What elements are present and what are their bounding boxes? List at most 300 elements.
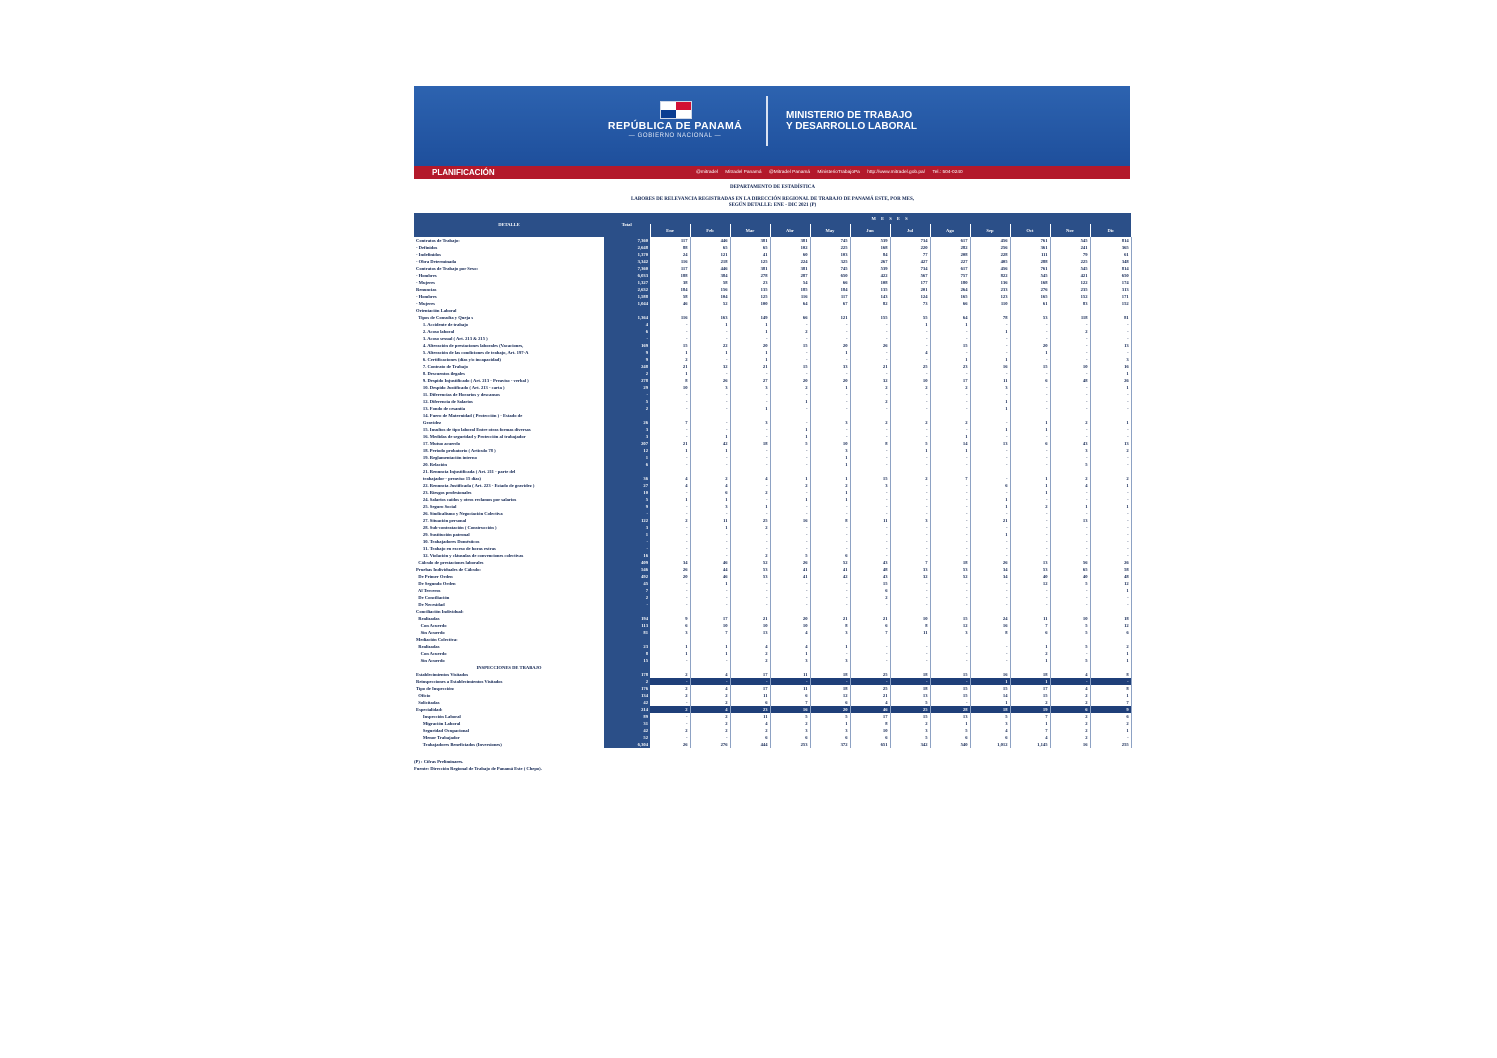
row-label: Sin Acuerdo bbox=[416, 657, 445, 663]
table-row bbox=[414, 566, 1131, 573]
month-value: 1 bbox=[650, 447, 690, 454]
month-value: - bbox=[1010, 384, 1050, 391]
month-value: - bbox=[970, 643, 1010, 650]
month-value: - bbox=[690, 335, 730, 342]
month-value: - bbox=[810, 356, 850, 363]
preliminary-note: (P) : Cifras Preliminares. bbox=[414, 758, 464, 764]
month-value: - bbox=[970, 657, 1010, 664]
month-value: 15 bbox=[770, 342, 810, 349]
table-row bbox=[414, 657, 1131, 664]
month-value: - bbox=[690, 601, 730, 608]
month-value: 1 bbox=[1090, 587, 1131, 594]
row-label: INSPECCIONES DE TRABAJO bbox=[476, 664, 542, 670]
month-value: 241 bbox=[1050, 244, 1090, 251]
month-value: - bbox=[1050, 398, 1090, 405]
month-value: 21 bbox=[850, 615, 890, 622]
month-value: - bbox=[650, 552, 690, 559]
month-value: - bbox=[1050, 594, 1090, 601]
month-value: 276 bbox=[1010, 286, 1050, 293]
month-value: 267 bbox=[850, 258, 890, 265]
row-total: 45 bbox=[604, 580, 650, 587]
row-label: Trabajadores Beneficiados (Inversiones) bbox=[416, 741, 502, 747]
month-value: 1 bbox=[930, 433, 970, 440]
row-total: 26 bbox=[604, 419, 650, 426]
month-value: 2 bbox=[770, 328, 810, 335]
month-value: 8 bbox=[970, 629, 1010, 636]
month-value: - bbox=[650, 398, 690, 405]
row-total: 207 bbox=[604, 440, 650, 447]
table-row bbox=[414, 650, 1131, 657]
month-value: 6 bbox=[1050, 706, 1090, 713]
month-value: 2 bbox=[650, 706, 690, 713]
month-value bbox=[930, 412, 970, 419]
month-value: 168 bbox=[1010, 279, 1050, 286]
month-value bbox=[850, 412, 890, 419]
month-value: 64 bbox=[930, 314, 970, 321]
month-value: 1 bbox=[1090, 727, 1131, 734]
table-row bbox=[414, 713, 1131, 720]
month-value: 6 bbox=[1090, 713, 1131, 720]
month-value: 110 bbox=[970, 300, 1010, 307]
table-row bbox=[414, 538, 1131, 545]
month-value bbox=[1010, 307, 1050, 314]
month-header: Oct bbox=[1010, 224, 1050, 237]
month-value: 171 bbox=[1090, 293, 1131, 300]
month-value: - bbox=[650, 321, 690, 328]
table-row bbox=[414, 720, 1131, 727]
month-value: - bbox=[1050, 678, 1090, 685]
month-value: 3 bbox=[1090, 356, 1131, 363]
row-total: 36 bbox=[604, 475, 650, 482]
row-total: 1,327 bbox=[604, 279, 650, 286]
month-value: 1 bbox=[930, 720, 970, 727]
month-value: 16 bbox=[1090, 363, 1131, 370]
month-value: 276 bbox=[690, 741, 730, 748]
month-value: - bbox=[930, 335, 970, 342]
month-value: - bbox=[690, 419, 730, 426]
month-value: 5 bbox=[930, 727, 970, 734]
row-total: 5 bbox=[604, 398, 650, 405]
section-title: PLANIFICACIÓN bbox=[432, 168, 495, 177]
month-value: - bbox=[810, 510, 850, 517]
youtube-handle: MinisterioTrabajoPa bbox=[817, 170, 860, 175]
month-header: Sep bbox=[970, 224, 1010, 237]
month-value: 5 bbox=[1050, 629, 1090, 636]
month-value: 3 bbox=[890, 727, 930, 734]
month-value: 20 bbox=[810, 377, 850, 384]
month-value: 26 bbox=[850, 342, 890, 349]
row-label: - Obra Determinada bbox=[416, 258, 457, 264]
month-value: 1 bbox=[1010, 419, 1050, 426]
month-value: 3 bbox=[810, 727, 850, 734]
month-value: 1 bbox=[690, 650, 730, 657]
month-value: - bbox=[1050, 384, 1090, 391]
month-value: 256 bbox=[970, 244, 1010, 251]
month-value: 84 bbox=[850, 251, 890, 258]
month-value: 381 bbox=[770, 265, 810, 272]
month-value: 446 bbox=[690, 265, 730, 272]
month-value: 11 bbox=[770, 685, 810, 692]
month-value: - bbox=[770, 405, 810, 412]
month-value: 11 bbox=[970, 377, 1010, 384]
month-value: 17 bbox=[690, 615, 730, 622]
month-value: 17 bbox=[850, 713, 890, 720]
month-value: - bbox=[1010, 398, 1050, 405]
month-value: - bbox=[1010, 454, 1050, 461]
month-value: - bbox=[970, 594, 1010, 601]
month-value: 2 bbox=[1050, 419, 1090, 426]
month-value: - bbox=[890, 342, 930, 349]
month-value: 4 bbox=[770, 629, 810, 636]
row-label: Establecimientos Visitados bbox=[416, 671, 469, 677]
month-value: 4 bbox=[1050, 685, 1090, 692]
month-value: 228 bbox=[970, 251, 1010, 258]
month-value: 11 bbox=[850, 517, 890, 524]
month-value: 66 bbox=[770, 314, 810, 321]
month-value bbox=[770, 608, 810, 615]
month-value bbox=[690, 636, 730, 643]
month-value: 3 bbox=[770, 657, 810, 664]
month-value: 52 bbox=[690, 300, 730, 307]
month-value: 16 bbox=[970, 671, 1010, 678]
month-value: 2 bbox=[1050, 720, 1090, 727]
month-value: 111 bbox=[1010, 251, 1050, 258]
month-value: 23 bbox=[730, 706, 770, 713]
month-value: 25 bbox=[850, 671, 890, 678]
month-value: 1 bbox=[650, 650, 690, 657]
month-value: 15 bbox=[930, 615, 970, 622]
column-header-total: Total bbox=[604, 213, 650, 237]
row-total: 27 bbox=[604, 482, 650, 489]
month-value: 121 bbox=[690, 251, 730, 258]
month-value: - bbox=[890, 496, 930, 503]
month-value: 14 bbox=[970, 692, 1010, 699]
month-value: 53 bbox=[1010, 314, 1050, 321]
month-value bbox=[650, 307, 690, 314]
month-header: Abr bbox=[770, 224, 810, 237]
month-value: - bbox=[930, 496, 970, 503]
month-value bbox=[1090, 664, 1131, 671]
row-total: 134 bbox=[604, 692, 650, 699]
month-value bbox=[890, 636, 930, 643]
table-row bbox=[414, 573, 1131, 580]
month-value: 149 bbox=[730, 314, 770, 321]
month-value: 64 bbox=[770, 300, 810, 307]
month-value: 8 bbox=[1090, 685, 1131, 692]
month-value: 42 bbox=[810, 573, 850, 580]
month-value: 53 bbox=[730, 573, 770, 580]
month-value: 757 bbox=[930, 272, 970, 279]
month-value: - bbox=[810, 398, 850, 405]
month-value: 15 bbox=[930, 692, 970, 699]
report-title-line-1: LABORES DE RELEVANCIA REGISTRADAS EN LA DIRECCIÓN REGIONAL DE TRABAJO DE PANAMÁ ESTE, POR MES, bbox=[630, 196, 915, 202]
row-total: 1 bbox=[604, 531, 650, 538]
row-label: 27. Situación personal bbox=[416, 517, 467, 523]
month-value: - bbox=[650, 538, 690, 545]
month-value: - bbox=[650, 720, 690, 727]
row-label: Sin Acuerdo bbox=[416, 629, 445, 635]
month-value: 52 bbox=[730, 559, 770, 566]
month-value: 2 bbox=[730, 650, 770, 657]
month-value: - bbox=[650, 713, 690, 720]
row-label: 9. Despido Injustificado ( Art. 213 - Preaviso - verbal ) bbox=[416, 377, 529, 383]
month-value: 545 bbox=[1050, 237, 1090, 244]
row-total bbox=[604, 412, 650, 419]
month-value: 1 bbox=[650, 643, 690, 650]
month-value: - bbox=[810, 580, 850, 587]
month-value: - bbox=[1050, 531, 1090, 538]
row-total: 492 bbox=[604, 573, 650, 580]
month-value bbox=[650, 608, 690, 615]
month-value: 15 bbox=[890, 713, 930, 720]
row-total: 3 bbox=[604, 426, 650, 433]
table-row bbox=[414, 496, 1131, 503]
month-value: 3 bbox=[810, 419, 850, 426]
department-title: DEPARTAMENTO DE ESTADÍSTICA bbox=[729, 185, 816, 190]
month-value: 3 bbox=[810, 657, 850, 664]
month-value: - bbox=[1050, 426, 1090, 433]
month-value: 20 bbox=[810, 706, 850, 713]
month-value: 118 bbox=[1050, 314, 1090, 321]
month-value: - bbox=[730, 482, 770, 489]
month-value: - bbox=[850, 328, 890, 335]
month-value: - bbox=[650, 594, 690, 601]
month-value: - bbox=[1090, 496, 1131, 503]
month-value: 79 bbox=[1050, 251, 1090, 258]
month-header: Jul bbox=[890, 224, 930, 237]
row-label: De Necesidad bbox=[416, 601, 445, 607]
month-value: 288 bbox=[1010, 258, 1050, 265]
row-total: 4 bbox=[604, 321, 650, 328]
month-value: - bbox=[1010, 524, 1050, 531]
month-value: 23 bbox=[730, 279, 770, 286]
month-value: 32 bbox=[890, 573, 930, 580]
row-total bbox=[604, 307, 650, 314]
month-value: 58 bbox=[690, 279, 730, 286]
month-value: - bbox=[930, 657, 970, 664]
month-value bbox=[770, 664, 810, 671]
month-value: - bbox=[890, 538, 930, 545]
month-value: - bbox=[730, 496, 770, 503]
month-value: 7 bbox=[930, 475, 970, 482]
ministry-line-1: MINISTERIO DE TRABAJO bbox=[786, 110, 913, 121]
month-value: 61 bbox=[1090, 251, 1131, 258]
month-value: - bbox=[850, 545, 890, 552]
month-value: - bbox=[850, 433, 890, 440]
month-value: 9 bbox=[650, 615, 690, 622]
month-value: - bbox=[690, 510, 730, 517]
month-value: 342 bbox=[890, 741, 930, 748]
month-value: - bbox=[650, 531, 690, 538]
month-value: 372 bbox=[810, 741, 850, 748]
month-value: 278 bbox=[730, 272, 770, 279]
month-value: 14 bbox=[930, 440, 970, 447]
month-value: 365 bbox=[1090, 244, 1131, 251]
month-value: 13 bbox=[970, 440, 1010, 447]
month-value: 48 bbox=[1090, 573, 1131, 580]
month-value: 23 bbox=[930, 363, 970, 370]
month-value bbox=[970, 636, 1010, 643]
month-value: - bbox=[930, 552, 970, 559]
month-value: 10 bbox=[890, 615, 930, 622]
month-value bbox=[690, 608, 730, 615]
month-value: - bbox=[770, 321, 810, 328]
row-label: 28. Sub-contratación ( Construcción ) bbox=[416, 524, 497, 530]
month-value: 125 bbox=[730, 258, 770, 265]
month-value: 545 bbox=[1010, 272, 1050, 279]
month-value: 24 bbox=[970, 615, 1010, 622]
month-value: 2 bbox=[890, 720, 930, 727]
month-value: - bbox=[1090, 531, 1131, 538]
row-label: Orientación Laboral bbox=[416, 307, 457, 313]
month-value: - bbox=[850, 524, 890, 531]
month-value: 381 bbox=[730, 265, 770, 272]
row-total: 178 bbox=[604, 671, 650, 678]
month-value: - bbox=[650, 678, 690, 685]
row-label: 22. Renuncia Justificada ( Art. 223 - Estado de gravidez ) bbox=[416, 482, 535, 488]
month-value: 20 bbox=[810, 342, 850, 349]
month-value: 26 bbox=[770, 559, 810, 566]
month-value: - bbox=[1010, 496, 1050, 503]
month-value: - bbox=[970, 552, 1010, 559]
month-value: - bbox=[1010, 594, 1050, 601]
row-label: - Hombres bbox=[416, 293, 437, 299]
month-value: - bbox=[770, 349, 810, 356]
month-value: - bbox=[1090, 461, 1131, 468]
month-value: 26 bbox=[1090, 559, 1131, 566]
month-value: 1 bbox=[1090, 384, 1131, 391]
month-value: 78 bbox=[970, 314, 1010, 321]
month-value: 20 bbox=[770, 377, 810, 384]
row-label: 19. Reglamentación interno bbox=[416, 454, 477, 460]
table-row bbox=[414, 692, 1131, 699]
row-total: 1 bbox=[604, 454, 650, 461]
month-value: 46 bbox=[850, 706, 890, 713]
month-value: - bbox=[690, 328, 730, 335]
month-value: 32 bbox=[690, 363, 730, 370]
month-value: 1 bbox=[1010, 678, 1050, 685]
month-value: 255 bbox=[1090, 741, 1131, 748]
month-value: - bbox=[650, 391, 690, 398]
month-value: - bbox=[970, 524, 1010, 531]
month-value: 125 bbox=[730, 293, 770, 300]
month-value bbox=[890, 412, 930, 419]
table-row bbox=[414, 559, 1131, 566]
row-label: Especialidad: bbox=[416, 706, 443, 712]
month-value: 26 bbox=[650, 741, 690, 748]
month-value: 18 bbox=[890, 671, 930, 678]
row-total: 42 bbox=[604, 727, 650, 734]
month-value: - bbox=[850, 496, 890, 503]
month-value: - bbox=[1090, 678, 1131, 685]
table-row bbox=[414, 629, 1131, 636]
month-value: 4 bbox=[1010, 734, 1050, 741]
month-value: 18 bbox=[1090, 615, 1131, 622]
row-total: 16 bbox=[604, 552, 650, 559]
month-value: 17 bbox=[1010, 685, 1050, 692]
month-value: 21 bbox=[810, 615, 850, 622]
month-value bbox=[890, 307, 930, 314]
row-total: 3 bbox=[604, 524, 650, 531]
month-value: - bbox=[850, 678, 890, 685]
month-value: 2 bbox=[1050, 328, 1090, 335]
month-value: - bbox=[650, 580, 690, 587]
table-row bbox=[414, 475, 1131, 482]
month-value: 10 bbox=[810, 440, 850, 447]
month-value: 1 bbox=[690, 496, 730, 503]
month-value: - bbox=[850, 552, 890, 559]
table-row bbox=[414, 468, 1131, 475]
table-row bbox=[414, 377, 1131, 384]
month-value: - bbox=[1050, 489, 1090, 496]
month-value: - bbox=[770, 454, 810, 461]
month-value: - bbox=[1050, 335, 1090, 342]
row-label: 8. Descuentos ilegales bbox=[416, 370, 465, 376]
row-total: 1,364 bbox=[604, 314, 650, 321]
month-value bbox=[730, 468, 770, 475]
instagram-handle: @Mitradel Panamá bbox=[768, 170, 811, 175]
month-value bbox=[1090, 307, 1131, 314]
report-title-line-2: SEGÚN DETALLE: ENE - DIC 2021 (P) bbox=[728, 203, 817, 208]
month-value: - bbox=[1050, 356, 1090, 363]
month-value: 2 bbox=[1050, 692, 1090, 699]
month-value: 10 bbox=[850, 727, 890, 734]
row-total: 15 bbox=[604, 657, 650, 664]
month-value: - bbox=[970, 601, 1010, 608]
month-value: - bbox=[930, 524, 970, 531]
row-label: 1. Accidente de trabajo bbox=[416, 321, 469, 327]
row-total bbox=[604, 608, 650, 615]
month-value bbox=[690, 468, 730, 475]
row-total: 6 bbox=[604, 461, 650, 468]
table-row bbox=[414, 636, 1131, 643]
month-value: 1 bbox=[690, 433, 730, 440]
row-total: 7,360 bbox=[604, 237, 650, 244]
month-value: - bbox=[730, 601, 770, 608]
month-value: 3 bbox=[650, 629, 690, 636]
month-value: 4 bbox=[1050, 671, 1090, 678]
month-value: 60 bbox=[770, 251, 810, 258]
month-value: 10 bbox=[770, 622, 810, 629]
month-value: 121 bbox=[810, 314, 850, 321]
month-value bbox=[1050, 468, 1090, 475]
month-value: 1 bbox=[1090, 370, 1131, 377]
table-row bbox=[414, 545, 1131, 552]
month-value: 5 bbox=[890, 440, 930, 447]
month-value: 46 bbox=[650, 300, 690, 307]
month-value: - bbox=[690, 454, 730, 461]
month-value: 11 bbox=[690, 517, 730, 524]
month-value: - bbox=[770, 391, 810, 398]
month-value bbox=[690, 664, 730, 671]
table-body bbox=[414, 237, 1131, 748]
month-value: 1 bbox=[1090, 419, 1131, 426]
month-value: - bbox=[690, 587, 730, 594]
row-label: 15. Insultos de tipo laboral Entre otras formas diversas bbox=[416, 426, 531, 432]
row-label: 17. Mutuo acuerdo bbox=[416, 440, 461, 446]
row-total: - bbox=[604, 335, 650, 342]
month-value: - bbox=[770, 538, 810, 545]
month-value: 41 bbox=[770, 566, 810, 573]
month-value: 48 bbox=[1050, 377, 1090, 384]
month-value: 40 bbox=[1050, 573, 1090, 580]
month-value: 4 bbox=[730, 475, 770, 482]
month-value: 103 bbox=[810, 251, 850, 258]
month-value: 8 bbox=[810, 517, 850, 524]
table-row bbox=[414, 727, 1131, 734]
month-value: 2 bbox=[1090, 447, 1131, 454]
table-row bbox=[414, 622, 1131, 629]
